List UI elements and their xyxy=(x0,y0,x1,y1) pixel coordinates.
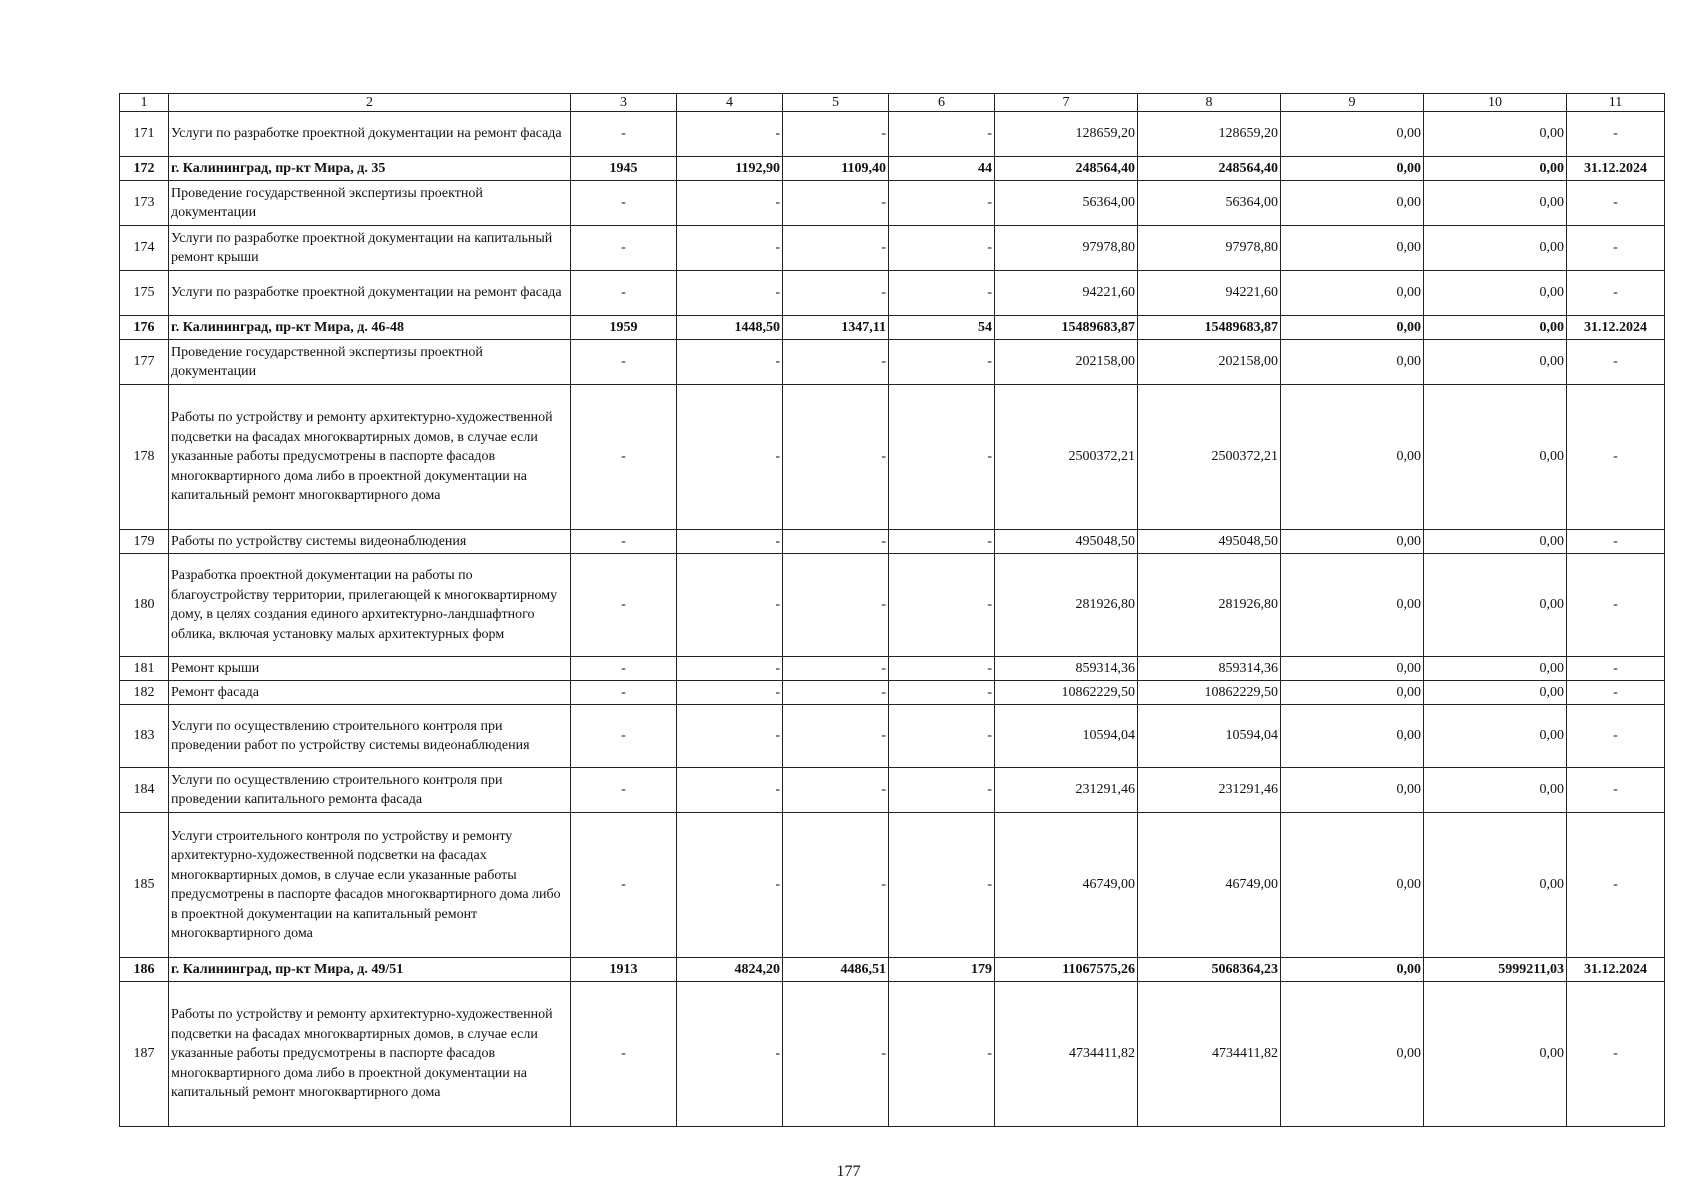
total-area-cell: - xyxy=(677,554,783,657)
description-cell: Услуги по разработке проектной документации на ремонт фасада xyxy=(169,271,571,316)
fund-cost-cell: 94221,60 xyxy=(1138,271,1281,316)
other-cost-cell: 0,00 xyxy=(1424,271,1567,316)
fund-cost-cell: 56364,00 xyxy=(1138,181,1281,226)
row-number-cell: 184 xyxy=(120,768,169,813)
description-cell: Ремонт фасада xyxy=(169,681,571,705)
budget-cost-cell: 0,00 xyxy=(1281,554,1424,657)
total-cost-cell: 10862229,50 xyxy=(995,681,1138,705)
fund-cost-cell: 248564,40 xyxy=(1138,157,1281,181)
deadline-cell: - xyxy=(1567,181,1665,226)
fund-cost-cell: 10862229,50 xyxy=(1138,681,1281,705)
year-cell: - xyxy=(571,530,677,554)
living-area-cell: - xyxy=(783,112,889,157)
other-cost-cell: 0,00 xyxy=(1424,982,1567,1127)
residents-cell: 179 xyxy=(889,958,995,982)
total-cost-cell: 10594,04 xyxy=(995,705,1138,768)
living-area-cell: 4486,51 xyxy=(783,958,889,982)
table-row xyxy=(120,768,1665,813)
total-area-cell: - xyxy=(677,181,783,226)
year-cell: - xyxy=(571,181,677,226)
row-number-cell: 181 xyxy=(120,657,169,681)
living-area-cell: - xyxy=(783,705,889,768)
row-number-cell: 171 xyxy=(120,112,169,157)
deadline-cell: - xyxy=(1567,271,1665,316)
fund-cost-cell: 10594,04 xyxy=(1138,705,1281,768)
row-number-cell: 186 xyxy=(120,958,169,982)
page-number: 177 xyxy=(836,1163,861,1180)
fund-cost-cell: 495048,50 xyxy=(1138,530,1281,554)
table-row xyxy=(120,705,1665,768)
column-number-header: 11 xyxy=(1567,94,1665,112)
table-body xyxy=(120,94,1665,1127)
description-cell: г. Калининград, пр-кт Мира, д. 49/51 xyxy=(169,958,571,982)
table-row xyxy=(120,385,1665,530)
deadline-cell: - xyxy=(1567,554,1665,657)
address-row xyxy=(120,157,1665,181)
table-row xyxy=(120,530,1665,554)
description-cell: Разработка проектной документации на работы по благоустройству территории, прилегающей к многоквартирному дому, в целях создания единого архитектурно-ландшафтного облика, включая установку малых архитектурных форм xyxy=(169,554,571,657)
total-cost-cell: 46749,00 xyxy=(995,813,1138,958)
budget-cost-cell: 0,00 xyxy=(1281,681,1424,705)
fund-cost-cell: 202158,00 xyxy=(1138,340,1281,385)
living-area-cell: - xyxy=(783,982,889,1127)
total-cost-cell: 281926,80 xyxy=(995,554,1138,657)
budget-cost-cell: 0,00 xyxy=(1281,768,1424,813)
living-area-cell: - xyxy=(783,657,889,681)
total-area-cell: - xyxy=(677,705,783,768)
year-cell: - xyxy=(571,112,677,157)
total-area-cell: - xyxy=(677,657,783,681)
budget-cost-cell: 0,00 xyxy=(1281,705,1424,768)
description-cell: Ремонт крыши xyxy=(169,657,571,681)
total-cost-cell: 97978,80 xyxy=(995,226,1138,271)
budget-cost-cell: 0,00 xyxy=(1281,226,1424,271)
fund-cost-cell: 128659,20 xyxy=(1138,112,1281,157)
total-cost-cell: 231291,46 xyxy=(995,768,1138,813)
year-cell: - xyxy=(571,982,677,1127)
total-cost-cell: 859314,36 xyxy=(995,657,1138,681)
residents-cell: - xyxy=(889,768,995,813)
row-number-cell: 180 xyxy=(120,554,169,657)
deadline-cell: - xyxy=(1567,705,1665,768)
row-number-cell: 175 xyxy=(120,271,169,316)
budget-cost-cell: 0,00 xyxy=(1281,181,1424,226)
living-area-cell: 1109,40 xyxy=(783,157,889,181)
residents-cell: - xyxy=(889,657,995,681)
deadline-cell: - xyxy=(1567,530,1665,554)
row-number-cell: 185 xyxy=(120,813,169,958)
row-number-cell: 174 xyxy=(120,226,169,271)
living-area-cell: 1347,11 xyxy=(783,316,889,340)
row-number-cell: 178 xyxy=(120,385,169,530)
description-cell: Проведение государственной экспертизы проектной документации xyxy=(169,340,571,385)
living-area-cell: - xyxy=(783,813,889,958)
year-cell: - xyxy=(571,340,677,385)
residents-cell: - xyxy=(889,340,995,385)
column-number-header: 8 xyxy=(1138,94,1281,112)
budget-cost-cell: 0,00 xyxy=(1281,530,1424,554)
address-row xyxy=(120,316,1665,340)
residents-cell: - xyxy=(889,982,995,1127)
row-number-cell: 182 xyxy=(120,681,169,705)
row-number-cell: 183 xyxy=(120,705,169,768)
other-cost-cell: 0,00 xyxy=(1424,705,1567,768)
other-cost-cell: 0,00 xyxy=(1424,813,1567,958)
column-number-header: 7 xyxy=(995,94,1138,112)
table-row xyxy=(120,226,1665,271)
total-area-cell: - xyxy=(677,530,783,554)
table-row xyxy=(120,112,1665,157)
year-cell: - xyxy=(571,705,677,768)
column-number-header: 10 xyxy=(1424,94,1567,112)
residents-cell: - xyxy=(889,181,995,226)
capital-repair-table xyxy=(119,93,1665,1127)
description-cell: Услуги по разработке проектной документации на капитальный ремонт крыши xyxy=(169,226,571,271)
residents-cell: 54 xyxy=(889,316,995,340)
description-cell: Работы по устройству системы видеонаблюдения xyxy=(169,530,571,554)
living-area-cell: - xyxy=(783,385,889,530)
budget-cost-cell: 0,00 xyxy=(1281,657,1424,681)
total-cost-cell: 2500372,21 xyxy=(995,385,1138,530)
row-number-cell: 177 xyxy=(120,340,169,385)
total-area-cell: - xyxy=(677,982,783,1127)
column-number-header: 6 xyxy=(889,94,995,112)
description-cell: Услуги по осуществлению строительного контроля при проведении работ по устройству системы видеонаблюдения xyxy=(169,705,571,768)
description-cell: Работы по устройству и ремонту архитектурно-художественной подсветки на фасадах многоквартирных домов, в случае если указанные работы предусмотрены в паспорте фасадов многоквартирного дома либо в проектной документации на капитальный ремонт многоквартирного дома xyxy=(169,385,571,530)
budget-cost-cell: 0,00 xyxy=(1281,271,1424,316)
description-cell: Услуги строительного контроля по устройству и ремонту архитектурно-художественной подсветки на фасадах многоквартирных домов, в случае если указанные работы предусмотрены в паспорте фасадов многоквартирного дома либо в проектной документации на капитальный ремонт многоквартирного дома xyxy=(169,813,571,958)
row-number-cell: 172 xyxy=(120,157,169,181)
residents-cell: - xyxy=(889,530,995,554)
description-cell: Услуги по разработке проектной документации на ремонт фасада xyxy=(169,112,571,157)
table-row xyxy=(120,813,1665,958)
other-cost-cell: 0,00 xyxy=(1424,385,1567,530)
residents-cell: 44 xyxy=(889,157,995,181)
column-number-header: 2 xyxy=(169,94,571,112)
year-cell: 1959 xyxy=(571,316,677,340)
fund-cost-cell: 46749,00 xyxy=(1138,813,1281,958)
deadline-cell: 31.12.2024 xyxy=(1567,958,1665,982)
year-cell: - xyxy=(571,813,677,958)
deadline-cell: 31.12.2024 xyxy=(1567,316,1665,340)
deadline-cell: - xyxy=(1567,681,1665,705)
description-cell: г. Калининград, пр-кт Мира, д. 35 xyxy=(169,157,571,181)
deadline-cell: - xyxy=(1567,340,1665,385)
fund-cost-cell: 4734411,82 xyxy=(1138,982,1281,1127)
column-number-header: 3 xyxy=(571,94,677,112)
living-area-cell: - xyxy=(783,226,889,271)
residents-cell: - xyxy=(889,112,995,157)
living-area-cell: - xyxy=(783,181,889,226)
year-cell: - xyxy=(571,385,677,530)
deadline-cell: 31.12.2024 xyxy=(1567,157,1665,181)
total-area-cell: 1192,90 xyxy=(677,157,783,181)
budget-cost-cell: 0,00 xyxy=(1281,340,1424,385)
budget-cost-cell: 0,00 xyxy=(1281,958,1424,982)
year-cell: - xyxy=(571,681,677,705)
description-cell: Работы по устройству и ремонту архитектурно-художественной подсветки на фасадах многоквартирных домов, в случае если указанные работы предусмотрены в паспорте фасадов многоквартирного дома либо в проектной документации на капитальный ремонт многоквартирного дома xyxy=(169,982,571,1127)
other-cost-cell: 0,00 xyxy=(1424,554,1567,657)
total-area-cell: - xyxy=(677,385,783,530)
budget-cost-cell: 0,00 xyxy=(1281,813,1424,958)
column-number-header: 9 xyxy=(1281,94,1424,112)
table-row xyxy=(120,657,1665,681)
other-cost-cell: 0,00 xyxy=(1424,316,1567,340)
total-area-cell: - xyxy=(677,681,783,705)
column-number-header: 1 xyxy=(120,94,169,112)
total-area-cell: - xyxy=(677,340,783,385)
deadline-cell: - xyxy=(1567,813,1665,958)
other-cost-cell: 0,00 xyxy=(1424,340,1567,385)
deadline-cell: - xyxy=(1567,982,1665,1127)
total-cost-cell: 56364,00 xyxy=(995,181,1138,226)
deadline-cell: - xyxy=(1567,112,1665,157)
residents-cell: - xyxy=(889,385,995,530)
residents-cell: - xyxy=(889,813,995,958)
budget-cost-cell: 0,00 xyxy=(1281,112,1424,157)
table-row xyxy=(120,681,1665,705)
budget-cost-cell: 0,00 xyxy=(1281,316,1424,340)
total-area-cell: - xyxy=(677,112,783,157)
budget-cost-cell: 0,00 xyxy=(1281,157,1424,181)
fund-cost-cell: 231291,46 xyxy=(1138,768,1281,813)
other-cost-cell: 0,00 xyxy=(1424,768,1567,813)
residents-cell: - xyxy=(889,554,995,657)
year-cell: - xyxy=(571,271,677,316)
row-number-cell: 179 xyxy=(120,530,169,554)
fund-cost-cell: 859314,36 xyxy=(1138,657,1281,681)
total-cost-cell: 202158,00 xyxy=(995,340,1138,385)
column-number-header: 5 xyxy=(783,94,889,112)
total-cost-cell: 94221,60 xyxy=(995,271,1138,316)
living-area-cell: - xyxy=(783,340,889,385)
year-cell: 1913 xyxy=(571,958,677,982)
table-row xyxy=(120,271,1665,316)
deadline-cell: - xyxy=(1567,226,1665,271)
other-cost-cell: 0,00 xyxy=(1424,681,1567,705)
budget-cost-cell: 0,00 xyxy=(1281,385,1424,530)
total-area-cell: - xyxy=(677,768,783,813)
deadline-cell: - xyxy=(1567,385,1665,530)
other-cost-cell: 0,00 xyxy=(1424,657,1567,681)
total-cost-cell: 495048,50 xyxy=(995,530,1138,554)
fund-cost-cell: 15489683,87 xyxy=(1138,316,1281,340)
other-cost-cell: 0,00 xyxy=(1424,157,1567,181)
total-area-cell: - xyxy=(677,271,783,316)
deadline-cell: - xyxy=(1567,657,1665,681)
fund-cost-cell: 97978,80 xyxy=(1138,226,1281,271)
total-cost-cell: 248564,40 xyxy=(995,157,1138,181)
address-row xyxy=(120,958,1665,982)
year-cell: 1945 xyxy=(571,157,677,181)
description-cell: Услуги по осуществлению строительного контроля при проведении капитального ремонта фасада xyxy=(169,768,571,813)
other-cost-cell: 5999211,03 xyxy=(1424,958,1567,982)
row-number-cell: 173 xyxy=(120,181,169,226)
total-cost-cell: 11067575,26 xyxy=(995,958,1138,982)
budget-cost-cell: 0,00 xyxy=(1281,982,1424,1127)
row-number-cell: 176 xyxy=(120,316,169,340)
residents-cell: - xyxy=(889,226,995,271)
living-area-cell: - xyxy=(783,554,889,657)
total-cost-cell: 4734411,82 xyxy=(995,982,1138,1127)
deadline-cell: - xyxy=(1567,768,1665,813)
column-number-header: 4 xyxy=(677,94,783,112)
year-cell: - xyxy=(571,554,677,657)
total-cost-cell: 128659,20 xyxy=(995,112,1138,157)
living-area-cell: - xyxy=(783,530,889,554)
fund-cost-cell: 5068364,23 xyxy=(1138,958,1281,982)
table-row xyxy=(120,554,1665,657)
total-area-cell: - xyxy=(677,813,783,958)
other-cost-cell: 0,00 xyxy=(1424,112,1567,157)
other-cost-cell: 0,00 xyxy=(1424,530,1567,554)
table-row xyxy=(120,982,1665,1127)
column-number-header-row xyxy=(120,94,1665,112)
other-cost-cell: 0,00 xyxy=(1424,181,1567,226)
table-row xyxy=(120,340,1665,385)
total-area-cell: - xyxy=(677,226,783,271)
residents-cell: - xyxy=(889,271,995,316)
residents-cell: - xyxy=(889,705,995,768)
living-area-cell: - xyxy=(783,271,889,316)
year-cell: - xyxy=(571,226,677,271)
description-cell: Проведение государственной экспертизы проектной документации xyxy=(169,181,571,226)
row-number-cell: 187 xyxy=(120,982,169,1127)
total-area-cell: 1448,50 xyxy=(677,316,783,340)
year-cell: - xyxy=(571,657,677,681)
fund-cost-cell: 281926,80 xyxy=(1138,554,1281,657)
year-cell: - xyxy=(571,768,677,813)
living-area-cell: - xyxy=(783,768,889,813)
table-row xyxy=(120,181,1665,226)
fund-cost-cell: 2500372,21 xyxy=(1138,385,1281,530)
residents-cell: - xyxy=(889,681,995,705)
other-cost-cell: 0,00 xyxy=(1424,226,1567,271)
description-cell: г. Калининград, пр-кт Мира, д. 46-48 xyxy=(169,316,571,340)
total-area-cell: 4824,20 xyxy=(677,958,783,982)
living-area-cell: - xyxy=(783,681,889,705)
total-cost-cell: 15489683,87 xyxy=(995,316,1138,340)
